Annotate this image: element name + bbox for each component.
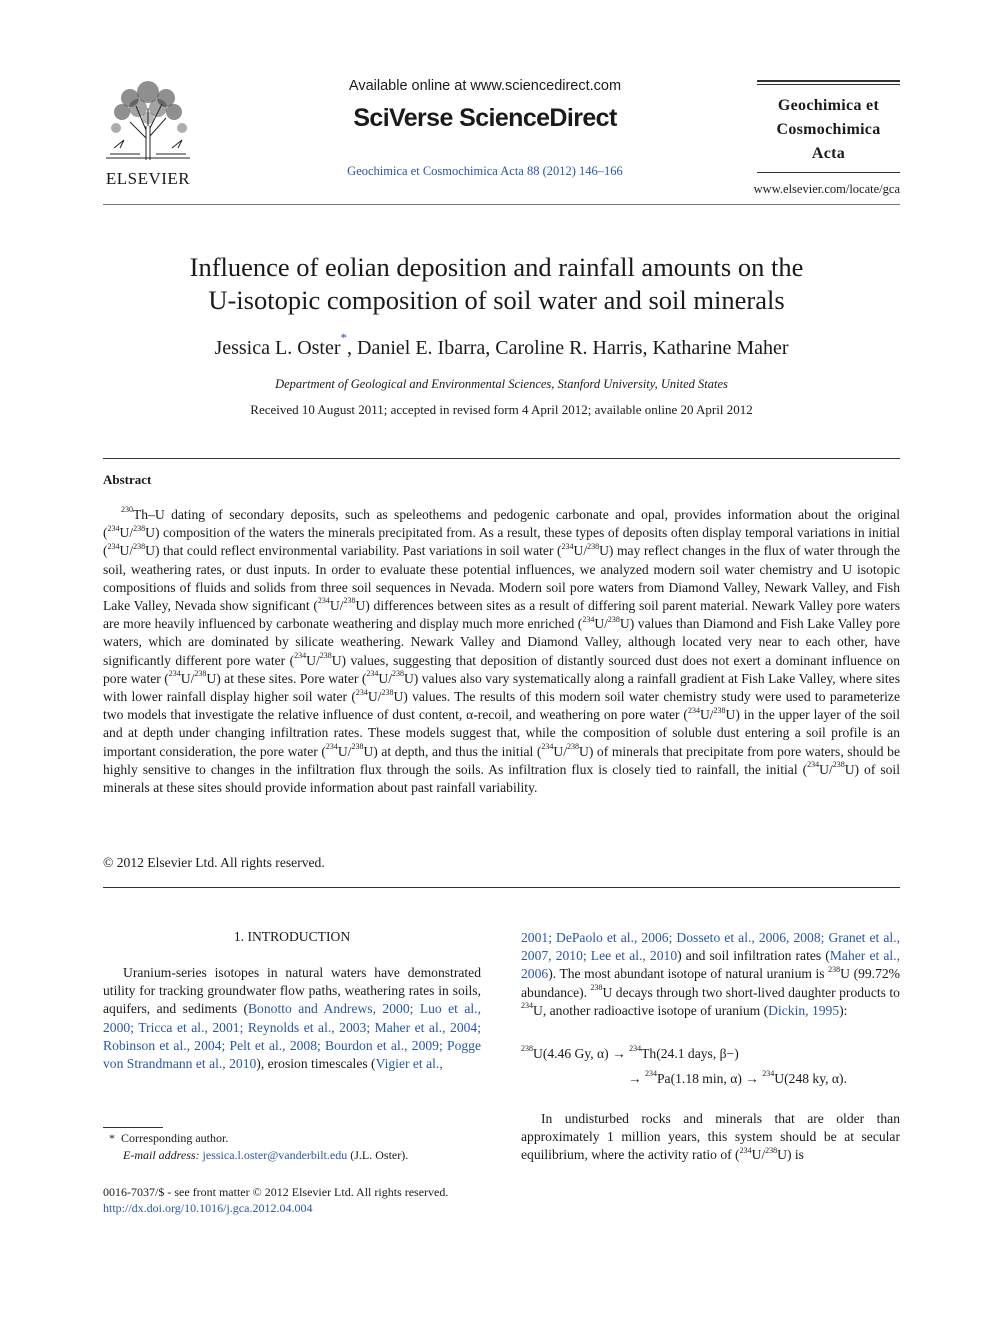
journal-box-rule bbox=[757, 84, 900, 85]
decay-equation-line2: → $^{234}$Pa(1.18 min, α) → $^{234}$U(248 ky, α). bbox=[628, 1069, 847, 1086]
elsevier-tree-icon bbox=[100, 78, 196, 162]
available-online-text: Available online at www.sciencedirect.com bbox=[348, 78, 622, 94]
sciencedirect-brand[interactable]: SciVerse ScienceDirect bbox=[353, 104, 617, 132]
author-name: Jessica L. Oster bbox=[214, 337, 341, 359]
journal-url[interactable]: www.elsevier.com/locate/gca bbox=[753, 182, 900, 196]
journal-citation-link[interactable]: Geochimica et Cosmochimica Acta 88 (2012) 146–166 bbox=[347, 164, 623, 178]
journal-title-line: Acta bbox=[811, 145, 846, 162]
abstract-copyright: © 2012 Elsevier Ltd. All rights reserved. bbox=[103, 855, 325, 870]
doi-link[interactable]: http://dx.doi.org/10.1016/j.gca.2012.04.004 bbox=[103, 1201, 313, 1215]
title-line: U-isotopic composition of soil water and soil minerals bbox=[208, 285, 785, 315]
author-names: , Daniel E. Ibarra, Caroline R. Harris, Katharine Maher bbox=[347, 337, 789, 359]
journal-title-line: Cosmochimica bbox=[776, 121, 881, 138]
elsevier-logo[interactable] bbox=[100, 78, 196, 188]
citation-link[interactable]: Maher et al., 2006 bbox=[521, 948, 900, 982]
abstract-top-rule bbox=[103, 458, 900, 459]
email-link[interactable]: jessica.l.oster@vanderbilt.edu bbox=[202, 1148, 348, 1162]
abstract-bottom-rule bbox=[103, 887, 900, 888]
intro-paragraph: Uranium-series isotopes in natural waters have demonstrated utility for tracking groundwater flow paths, weathering rates in soils, aquifers, and sediments (Bonotto and Andrews, 2000; Luo et al., 2000; Tricca et al., 2001; Reynolds et al., 2003; Maher et al., 2004; Robinson et al., 2004; Pelt et al., 2008; Bourdon et al., 2009; Pogge von Strandmann et al., 2010), erosion timescales (Vigier et al., bbox=[103, 965, 481, 1072]
publisher-name: ELSEVIER bbox=[105, 169, 191, 188]
corresponding-author-mark[interactable]: * bbox=[340, 330, 348, 346]
footnote-corresponding: * Corresponding author. bbox=[109, 1131, 229, 1145]
journal-box-rule bbox=[757, 80, 900, 82]
abstract-body: $^{230}$Th–U dating of secondary deposits, such as speleothems and pedogenic carbonate and opal, provides information about the original ($^{234}$U/$^{238}$U) composition of the waters the minerals precipitated from. As a result, these types of deposits often display temporal variations in initial ($^{234}$U/$^{238}$U) that could reflect environmental variability. Past variations in soil water ($^{234}$U/$^{238}$U) may reflect changes in the flux of water through the soil, weathering rates, or dust inputs. In order to evaluate these potential influences, we analyzed modern soil water chemistry and U isotopic compositions of fluids and solids from three soil sequences in Nevada. Modern soil pore waters from Diamond Valley, Newark Valley, and Fish Lake Valley, Nevada show significant ($^{234}$U/$^{238}$U) differences between sites as a result of differing soil parent material. Newark Valley pore waters are more heavily influenced by carbonate weathering and display much more enriched ($^{234}$U/$^{238}$U) values than Diamond and Fish Lake Valley pore waters, which are dominated by silicate weathering. Newark Valley and Diamond Valley, although located very near to each other, have significantly different pore water ($^{234}$U/$^{238}$U) values, suggesting that deposition of distantly sourced dust does not exert a dominant influence on pore water ($^{234}$U/$^{238}$U) at these sites. Pore water ($^{234}$U/$^{238}$U) values also vary systematically along a rainfall gradient at Fish Lake Valley, where sites with lower rainfall display higher soil water ($^{234}$U/$^{238}$U) values. The results of this modern soil water chemistry study were used to parameterize two models that investigate the relative influence of dust content, α-recoil, and weathering on pore water ($^{234}$U/$^{238}$U) in the upper layer of the soil and at depth under changing infiltration rates. These models suggest that, while the composition of soluble dust entering a soil profile is an important consideration, the pore water ($^{234}$U/$^{238}$U) at depth, and thus the initial ($^{234}$U/$^{238}$U) of minerals that precipitate from pore waters, should be highly sensitive to changes in the infiltration flux through the soils. As infiltration flux is closely tied to rainfall, the initial ($^{234}$U/$^{238}$U) of soil minerals at these sites should provide information about past rainfall variability. bbox=[103, 505, 900, 796]
citation-link[interactable]: Dickin, 1995 bbox=[768, 1002, 840, 1018]
intro-paragraph-continued: 2001; DePaolo et al., 2006; Dosseto et al., 2006, 2008; Granet et al., 2007, 2010; Lee et al., 2010) and soil infiltration rates (Maher et al., 2006). The most abundant isotope of natural uranium is $^{238}$U (99.72% abundance). $^{238}$U decays through two short-lived daughter products to $^{234}$U, another radioactive isotope of uranium (Dickin, 1995): bbox=[521, 930, 901, 1018]
citation-link[interactable]: Bonotto and Andrews, 2000; Luo et al., 2000; Tricca et al., 2001; Reynolds et al., 2003; Maher et al., 2004; Robinson et al., 2004; Pelt et al., 2008; Bourdon et al., 2009; Pogge von Strandmann et al., 2010 bbox=[103, 1001, 481, 1072]
section-heading-introduction: 1. INTRODUCTION bbox=[233, 929, 351, 944]
author-list bbox=[103, 330, 900, 360]
affiliation: Department of Geological and Environmental Sciences, Stanford University, United States bbox=[275, 377, 728, 391]
footnote-rule bbox=[103, 1127, 163, 1128]
journal-title-line: Geochimica et bbox=[777, 97, 880, 114]
article-dates: Received 10 August 2011; accepted in revised form 4 April 2012; available online 20 April 2012 bbox=[250, 402, 753, 417]
abstract-heading: Abstract bbox=[103, 472, 152, 487]
title-line: Influence of eolian deposition and rainfall amounts on the bbox=[189, 252, 804, 282]
footnote-email: E-mail address: jessica.l.oster@vanderbilt.edu (J.L. Oster). bbox=[123, 1148, 409, 1162]
citation-link[interactable]: 2001; DePaolo et al., 2006; Dosseto et al., 2006, 2008; Granet et al., 2007, 2010; Lee et al., 2010 bbox=[521, 930, 900, 964]
article-title bbox=[103, 251, 890, 317]
journal-title bbox=[757, 94, 900, 166]
header-divider bbox=[103, 204, 900, 205]
decay-equation-line1: $^{238}$U(4.46 Gy, α) → $^{234}$Th(24.1 days, β−) bbox=[521, 1044, 739, 1061]
journal-box-rule bbox=[757, 172, 900, 173]
secular-equilibrium-paragraph: In undisturbed rocks and minerals that are older than approximately 1 million years, this system should be at secular equilibrium, where the activity ratio of ($^{234}$U/$^{238}$U) is bbox=[521, 1111, 900, 1163]
citation-link[interactable]: Vigier et al., bbox=[375, 1056, 443, 1072]
issn-line: 0016-7037/$ - see front matter © 2012 Elsevier Ltd. All rights reserved. bbox=[103, 1185, 449, 1199]
